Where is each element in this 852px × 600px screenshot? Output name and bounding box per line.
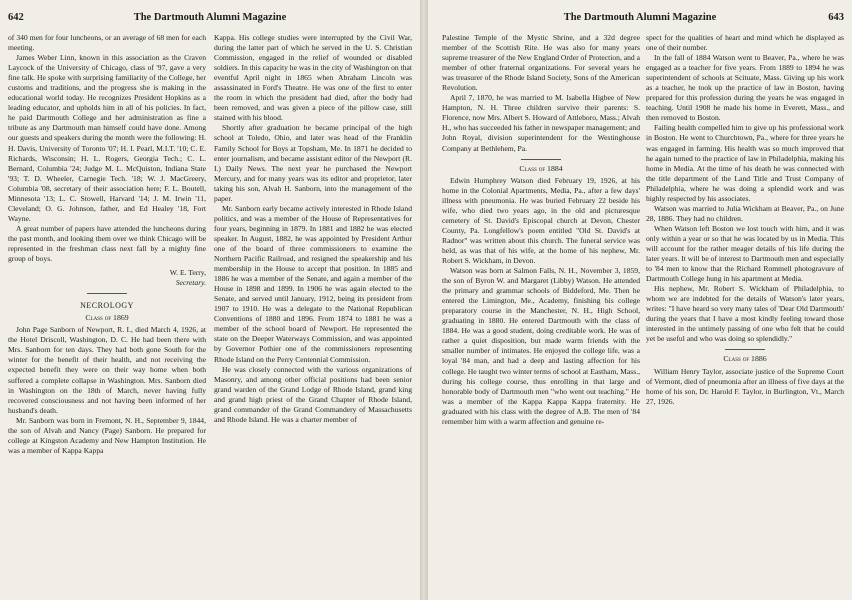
paragraph: Palestine Temple of the Mystic Shrine, and a 32d degree member of the Scottish Rite. He was also for many years supreme treasurer of the New England Order of Protection, and a member of other fraternal organizations. For several years he was treasurer of the Rhode Island Society, Sons of the American Revolution. — [442, 33, 640, 93]
paragraph: In the fall of 1884 Watson went to Beaver, Pa., where he was engaged as a teacher for five years. From 1889 to 1894 he was superintendent of schools at Scituate, Mass. Giving up his work as a teacher, he took up the practice of law in Boston, having prepared for this profession during the years he was engaged in teaching. Until 1908 he made his home in Everett, Mass., and then removed to Boston. — [646, 53, 844, 123]
paragraph: He was closely connected with the various organizations of Masonry, and among other official positions had been senior grand warden of the Grand Lodge of Rhode Island, grand king and grand high priest of the Grand Chapter of Rhode Island, grand commander of the Grand Commandery of Massachusetts and Rhode Island. He was a charter member of — [214, 364, 412, 424]
paragraph: William Henry Taylor, associate justice of the Supreme Court of Vermont, died of pneumonia after an illness of five days at the home of his son, Dr. Harold F. Taylor, in Burlington, Vt., March 27, 1926. — [646, 366, 844, 406]
paragraph: James Weber Linn, known in this association as the Craven Laycock of the University of Chicago, class of '97, gave a very fine talk. He spoke with surprising familiarity of the College, her customs and traditions, and the progress she is making in the educational world today. He recognizes President Hopkins as a leading educator, and upholds him in all of his policies. In fact, he paid Dartmouth College and her administration as fine a tribute as any Dartmouth man himself could have done. Among our guests and speakers during the month were the following: H. H. Davis, University of Toronto '07; H. I. Pearl, M.I.T. '10; C. E. Richards, Wisconsin; H. L. Rogers, Georgia Tech.; C. L. Bernard, Columbia '24; Judge M. L. McQuiston, Indiana State '93; T. D. Wheeler, Carnegie Tech. '18; W. J. MacGreery, Columbia '08, secretary of their association here; F. L. Boutell, Minnesota '13; L. C. Stowell, Harvard '14; J. M. Irwin '11, Cleveland; O. G. Johnson, father, and Ed Healey '18, Fort Wayne. — [8, 53, 206, 223]
paragraph: Edwin Humphrey Watson died February 19, 1926, at his home in the Colonial Apartments, Media, Pa., after a few days' illness with pneumonia. He was buried February 22 beside his wife, who died two years ago, in the old and picturesque cemetery of St. David's Episcopal church at Devon, Chester County, Pa. Longfellow's poem entitled "Old St. David's at Radnor" was written about this church. The funeral service was held, as was that of his wife, at the home of his nephew, Mr. Robert S. Wickham, in Devon. — [442, 175, 640, 265]
page-number: 642 — [8, 12, 24, 23]
divider — [521, 159, 561, 160]
paragraph: Shortly after graduation he became principal of the high school at Toledo, Ohio, and later was head of the Franklin Family School for Boys at Topsham, Me. In 1871 he decided to enter journalism, and became assistant editor of the Newport (R. I.) Daily News. The next year he purchased the Newport Mercury, and for many years was its editor and proprietor, later taking his son, Alvah H. Sanborn, into the management of the paper. — [214, 123, 412, 203]
class-heading: Class of 1869 — [85, 313, 129, 323]
page-header — [436, 12, 844, 26]
right-column-2 — [646, 33, 844, 407]
paragraph: When Watson left Boston we lost touch with him, and it was only within a year or so that he was located by us in Media. This will account for the rather meager details of his life during the later years. It will be of interest to Dartmouth men and especially to '84 men to know that the Richard Rommell photogravure of Dartmouth College hung in his apartment at Media. — [646, 223, 844, 284]
divider — [725, 349, 765, 350]
magazine-title: The Dartmouth Alumni Magazine — [133, 12, 287, 23]
paragraph: of 340 men for four luncheons, or an average of 68 men for each meeting. — [8, 33, 206, 53]
left-column-2 — [214, 33, 412, 425]
signature-name: W. E. Terry, — [169, 268, 206, 278]
paragraph: Watson was married to Julia Wickham at Beaver, Pa., on June 28, 1886. They had no children. — [646, 203, 844, 223]
left-column-1 — [8, 33, 206, 456]
right-column-1 — [442, 33, 640, 427]
page-header — [8, 12, 412, 26]
paragraph: Watson was born at Salmon Falls, N. H., November 3, 1859, the son of Byron W. and Margaret (Libby) Watson. He attended the primary and grammar schools of Biddeford, Me. Then he entered the Limington, Me., Academy, finishing his college preparatory course in the Manchester, N. H., High School, graduating in 1880. He entered Dartmouth with the class of 1884. He was a good student, doing creditable work. He was of rather a quiet disposition, but made warm friends with the smaller number of intimates. He enjoyed the college life, was a loyal '84 man, and had a deep and lasting affection for his college. He taught two winter terms of school at Eastham, Mass., during his college course, thus enrolling in that large and honorable body of Dartmouth men "who went out teaching." He was a member of the Kappa Kappa Kappa fraternity. He graduated with his class with the degree of A.B. The men of '84 remember him with a warm affection and genuine re- — [442, 266, 640, 426]
paragraph: His nephew, Mr. Robert S. Wickham of Philadelphia, to whom we are indebted for the details of Watson's later years, writes: "I have heard so very many tales of 'Dear Old Dartmouth' during the years that I have a most kindly feeling toward those interested in the untimely passing of one who felt that he could yet be useful and who was doing so splendidly." — [646, 284, 844, 344]
right-page — [428, 0, 852, 600]
paragraph: Mr. Sanborn was born in Fremont, N. H., September 9, 1844, the son of Alvah and Nancy (Page) Sanborn. He prepared for college at Kingston Academy and New Hampton Institution. He was a member of Kappa Kappa — [8, 415, 206, 455]
magazine-title: The Dartmouth Alumni Magazine — [563, 12, 717, 23]
paragraph: Kappa. His college studies were interrupted by the Civil War, during the latter part of which he served in the U. S. Christian Commission, engaged in the relief of wounded or disabled soldiers. In this capacity he was in the city of Washington on that eventful April night in 1865 when Abraham Lincoln was assassinated in Ford's Theatre. He was one of the first to enter the room in which the president had died, after the body had been removed, and was given a piece of the pillow case, still stained with his blood. — [214, 33, 412, 123]
divider — [87, 293, 127, 294]
section-heading: NECROLOGY — [80, 301, 134, 311]
paragraph: April 7, 1870, he was married to M. Isabella Higbee of New Hampton, N. H. Three children survive their parents: S. Florence, now Mrs. Albert S. Howard of Attleboro, Mass.; Alvah H., who has succeeded his father in newspaper management; and John Royal, division superintendent for the Westinghouse Company at Bethlehem, Pa. — [442, 93, 640, 153]
page-gutter — [420, 0, 428, 600]
class-heading: Class of 1886 — [723, 354, 767, 364]
class-heading: Class of 1884 — [519, 163, 563, 173]
paragraph: A great number of papers have attended the luncheons during the past month, and looking them over we think Chicago will be represented in the freshman class next fall by a mighty fine group of boys. — [8, 223, 206, 264]
paragraph: Failing health compelled him to give up his professional work in Boston. He went to Churchtown, Pa., where for three years he was engaged in farming. His health was so much improved that he again turned to the practice of law in Philadelphia, making his home in Media. At the time of his death he was connected with the title department of the Land Title and Trust Company of Philadelphia, where he was doing a splendid work and was highly respected by his associates. — [646, 123, 844, 203]
paragraph: John Page Sanborn of Newport, R. I., died March 4, 1926, at the Hotel Driscoll, Washington, D. C. He had been there with Mrs. Sanborn for ten days. They had both gone South for the winter for the benefit of their health, and not receiving the expected benefit they were on their way home when both suffered a complete collapse in Washington. Mrs. Sanborn died in Washington on the 18th of March, never having fully recovered consciousness and not having been informed of her husband's death. — [8, 325, 206, 415]
signature — [8, 268, 206, 288]
paragraph: spect for the qualities of heart and mind which he displayed as one of their number. — [646, 33, 844, 53]
left-page — [0, 0, 420, 600]
paragraph: Mr. Sanborn early became actively interested in Rhode Island politics, and was a member of the House of Representatives for four years, beginning in 1879. In 1881 and 1882 he was elected speaker. In August, 1882, he was appointed by President Arthur one of the board of three commissioners to examine the Northern Pacific Railroad, and resigned the speakership and his membership in the House to accept that position. In 1885 and 1886 he was a member of the Senate, and again a member of the House in 1898 and 1899. In 1906 he was again elected to the Senate, and served until January, 1912, being its president from 1907 to 1910. He was a delegate to the National Republican Conventions of 1880 and 1896. From 1874 to 1881 he was a member of the school board of Newport. He represented the state on the Deeper Waterways Commission, and was appointed by Governor Pothier one of the commissioners representing Rhode Island on the Perry Centennial Commission. — [214, 203, 412, 364]
signature-role: Secretary. — [175, 278, 206, 288]
page-number: 643 — [828, 12, 844, 23]
